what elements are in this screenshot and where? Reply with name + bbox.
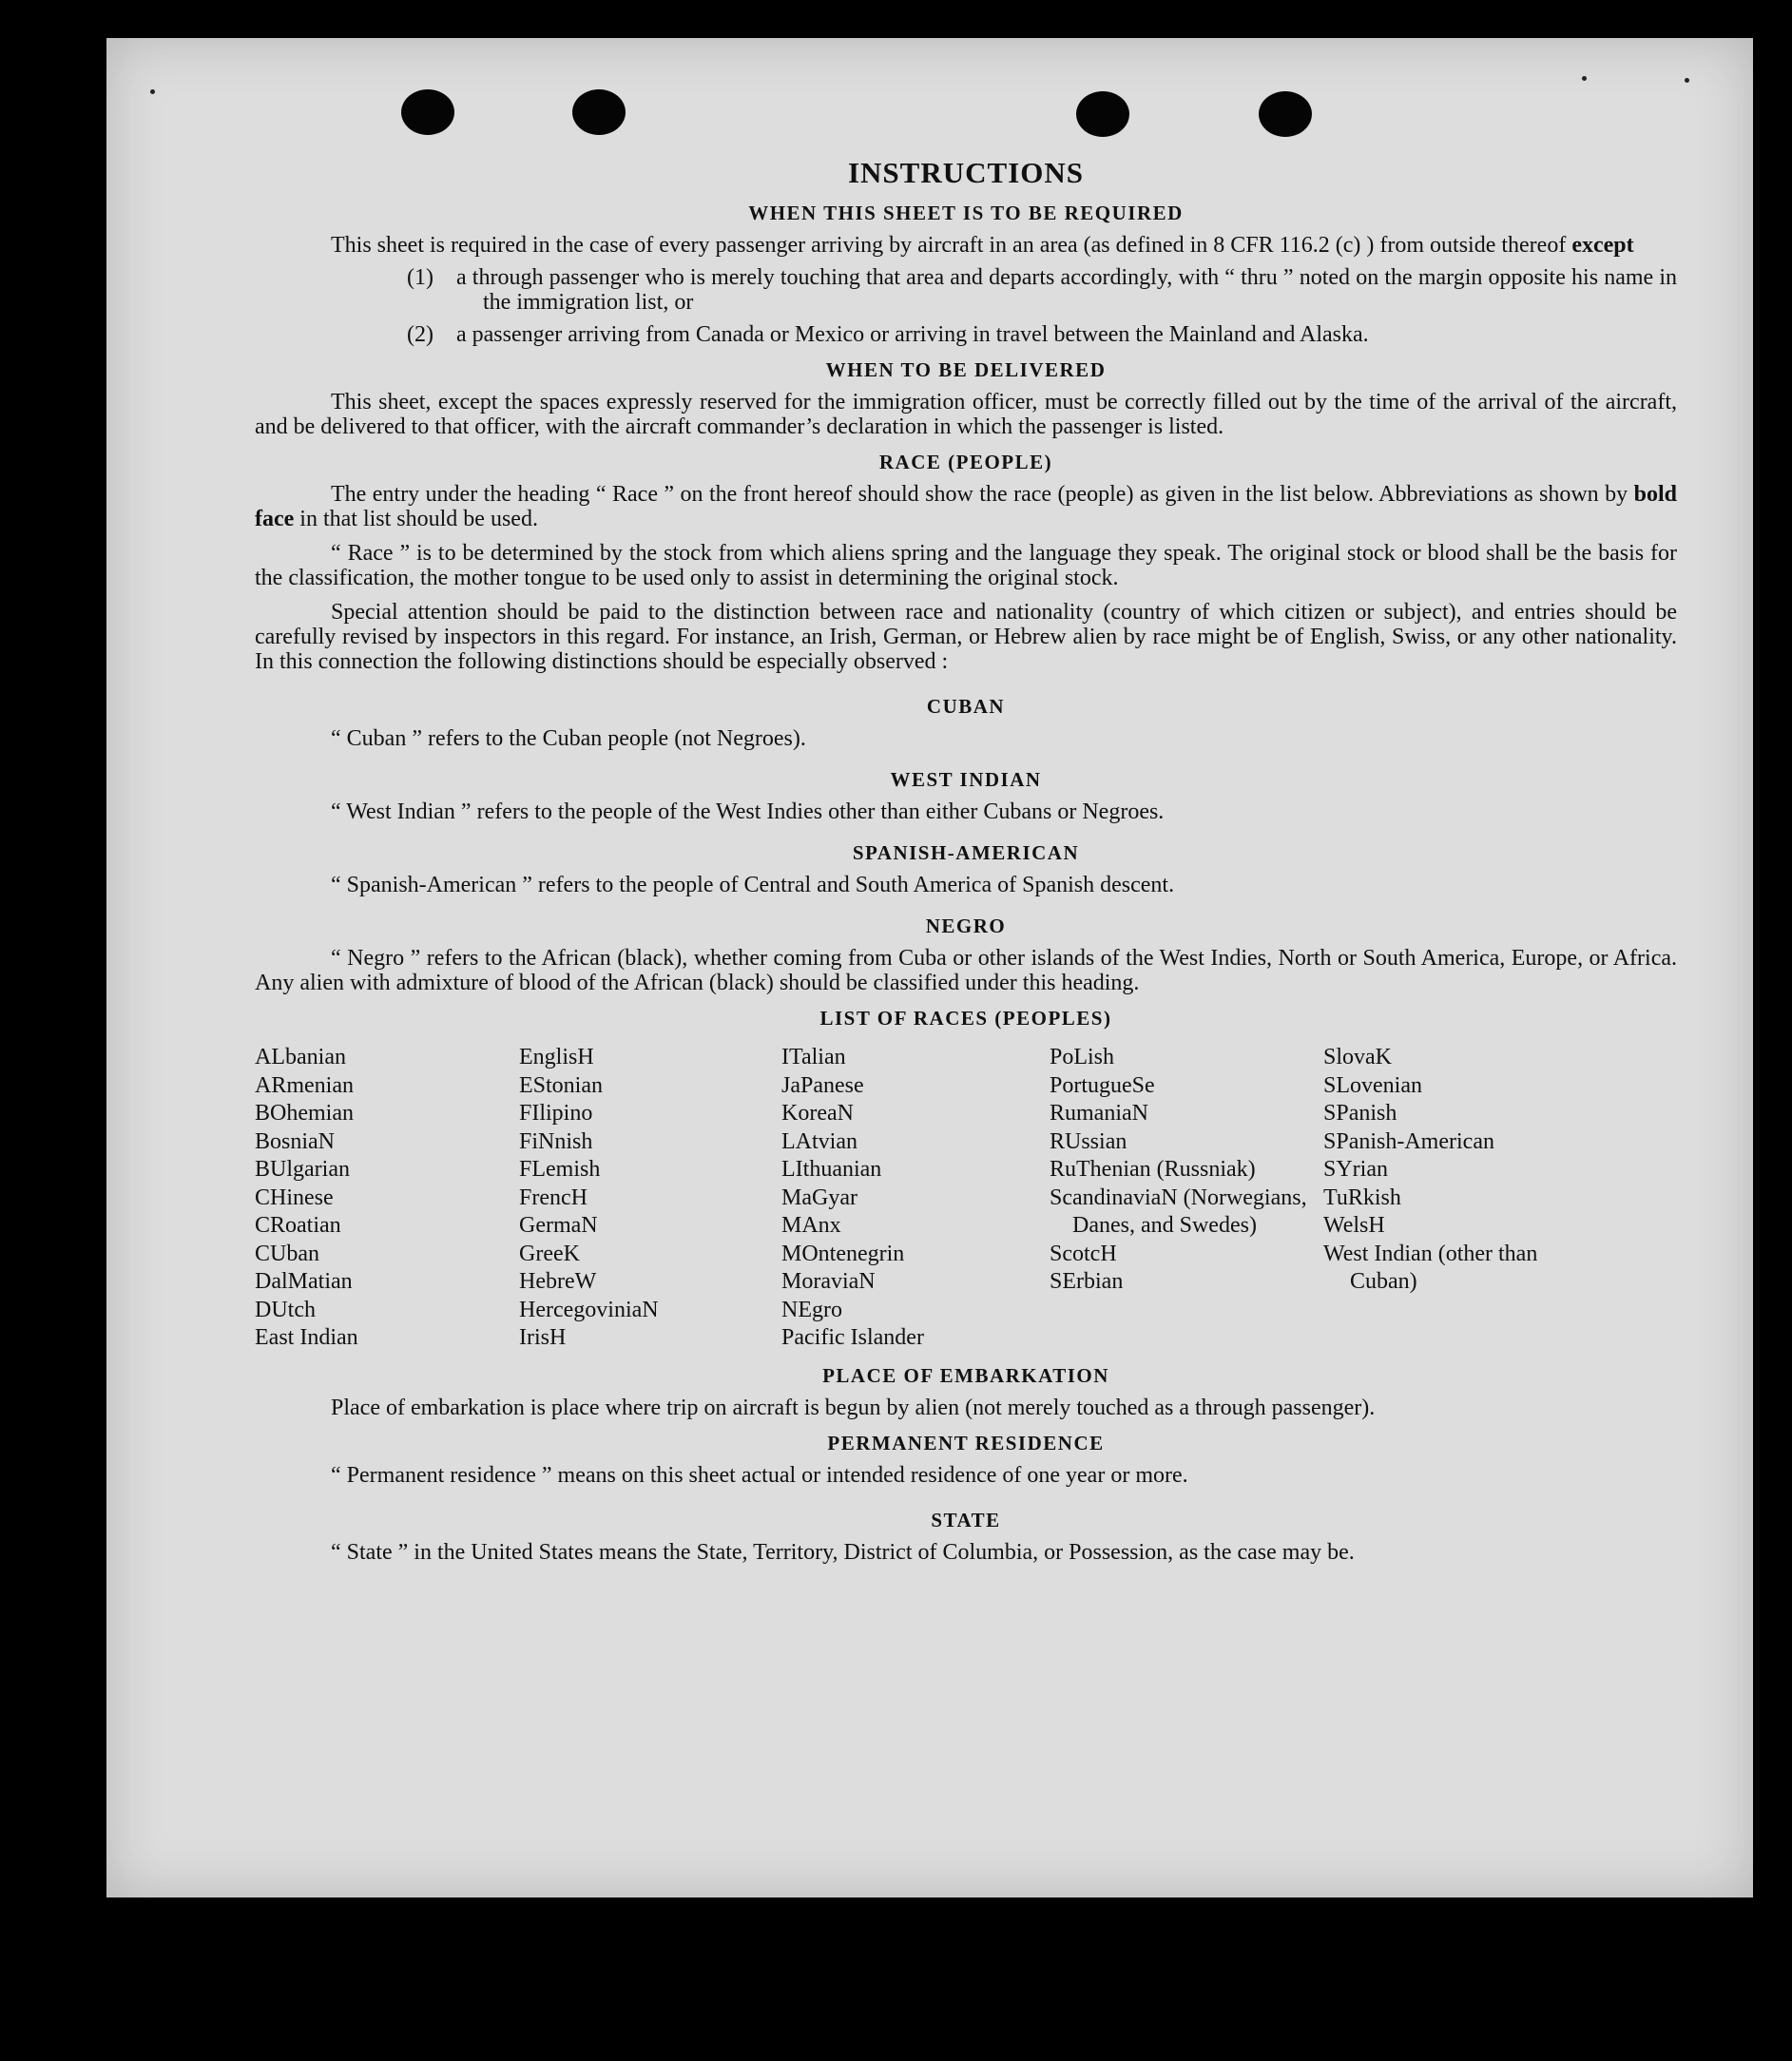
punch-hole [1076,91,1129,137]
race-entry: RuThenian (Russniak) [1050,1157,1256,1182]
race-entry: BosniaN [255,1128,335,1154]
paragraph: Special attention should be paid to the distinction between race and nationality (country of which citizen or subject), and entries should be carefully revised by inspectors in this regard. For instance, an Irish, German, or Hebrew alien by race might be of English, Swiss, or any other nationality. In this connection the following distinctions should be especially observed : [255,600,1677,674]
paragraph [255,482,1677,531]
race-column [781,1044,1050,1353]
paragraph: “ Negro ” refers to the African (black), whether coming from Cuba or other islands of the West Indies, North or South America, Europe, or Africa. Any alien with admixture of blood of the African (black) should be classified under this heading. [255,946,1677,995]
page-title: INSTRUCTIONS [847,156,1084,189]
list-item [255,322,1677,347]
race-entry: GermaN [519,1213,598,1238]
race-entry: West Indian (other than Cuban) [1323,1241,1538,1294]
race-entry: SlovaK [1323,1045,1392,1069]
race-entry: FrencH [519,1185,588,1210]
race-entry: CHinese [255,1185,334,1210]
race-entry: MoraviaN [781,1269,876,1294]
section-heading: SPANISH-AMERICAN [852,841,1080,864]
race-entry: FIlipino [519,1101,593,1126]
race-entry: HebreW [519,1269,597,1294]
race-entry: HercegoviniaN [519,1297,659,1322]
race-entry: SErbian [1050,1269,1124,1294]
race-entry: PoLish [1050,1045,1115,1069]
paragraph-text: The entry under the heading “ Race ” on the front hereof should show the race (people) as given in the list below. Abbreviations as shown by [331,482,1628,507]
race-list [255,1044,1677,1353]
item-text: a through passenger who is merely touching that area and departs accordingly, with “ thru ” noted on the margin opposite his name in the immigration list, or [456,265,1677,315]
item-text: a passenger arriving from Canada or Mexico or arriving in travel between the Mainland and Alaska. [456,322,1369,347]
race-entry: Pacific Islander [781,1325,924,1350]
section-heading: LIST OF RACES (PEOPLES) [819,1007,1112,1030]
race-entry: DalMatian [255,1269,353,1294]
race-entry: ScandinaviaN (Norwegians, Danes, and Swedes) [1050,1185,1307,1238]
section-heading: PLACE OF EMBARKATION [822,1363,1109,1387]
race-entry: CUban [255,1241,319,1266]
race-entry: East Indian [255,1325,358,1350]
race-entry: TuRkish [1323,1185,1401,1210]
paragraph [255,233,1677,258]
section-heading: RACE (PEOPLE) [878,451,1053,473]
paragraph-text: This sheet is required in the case of every passenger arriving by aircraft in an area (as defined in 8 CFR 116.2 (c) ) from outside thereof [331,233,1567,258]
race-entry: LAtvian [781,1128,857,1154]
race-entry: LIthuanian [781,1157,882,1182]
punch-hole [1259,91,1312,137]
race-entry: SLovenian [1323,1072,1422,1098]
document-sheet [106,38,1753,1897]
race-entry: RUssian [1050,1128,1127,1154]
race-entry: CRoatian [255,1213,341,1238]
definition-text: “ Spanish-American ” refers to the people of Central and South America of Spanish descent. [331,873,1175,897]
race-entry: SYrian [1323,1157,1388,1182]
race-entry: SPanish [1323,1101,1397,1126]
race-entry: MOntenegrin [781,1241,905,1266]
race-column [1050,1044,1323,1353]
race-column [255,1044,519,1353]
race-entry: BUlgarian [255,1157,350,1182]
race-entry: DUtch [255,1297,316,1322]
section-heading: WHEN TO BE DELIVERED [825,358,1107,381]
race-entry: JaPanese [781,1072,864,1098]
race-entry: ScotcH [1050,1241,1117,1266]
speck [150,89,155,94]
paragraph: “ Race ” is to be determined by the stock from which aliens spring and the language they speak. The original stock or blood shall be the basis for the classification, the mother tongue to be used only to assist in determining the original stock. [255,541,1677,590]
paragraph: This sheet, except the spaces expressly reserved for the immigration officer, must be correctly filled out by the time of the arrival of the aircraft, and be delivered to that officer, with the aircraft commander’s declaration in which the passenger is listed. [255,390,1677,439]
race-entry: PortugueSe [1050,1072,1155,1098]
instructions-content [255,156,1677,1565]
race-entry: EStonian [519,1072,603,1098]
section-heading: WHEN THIS SHEET IS TO BE REQUIRED [748,202,1184,224]
section-heading: CUBAN [926,695,1006,718]
section-heading: WEST INDIAN [890,768,1042,791]
race-entry: RumaniaN [1050,1101,1148,1126]
paragraph-text: in that list should be used. [299,507,538,531]
race-entry: MAnx [781,1213,841,1238]
definition-text: “ Permanent residence ” means on this sheet actual or intended residence of one year or more. [331,1462,1188,1488]
bold-text: bold face [255,482,1677,531]
paragraph: Place of embarkation is place where trip on aircraft is begun by alien (not merely touched as a through passenger). [331,1395,1376,1420]
list-item [255,265,1677,315]
race-entry: BOhemian [255,1101,354,1126]
definition-text: “ Cuban ” refers to the Cuban people (not Negroes). [331,726,806,751]
race-entry: FiNnish [519,1128,593,1154]
race-entry: ARmenian [255,1072,354,1098]
race-entry: WelsH [1323,1213,1385,1238]
speck [1685,78,1689,83]
definition-text: “ West Indian ” refers to the people of the West Indies other than either Cubans or Negroes. [331,799,1165,824]
race-entry: MaGyar [781,1185,857,1210]
section-heading: NEGRO [925,915,1007,937]
race-entry: NEgro [781,1297,842,1322]
section-heading: STATE [931,1508,1001,1531]
race-column [519,1044,781,1353]
section-heading: PERMANENT RESIDENCE [827,1431,1105,1454]
race-entry: KoreaN [781,1101,854,1126]
item-number: (2) [407,322,434,347]
race-entry: SPanish-American [1323,1128,1494,1154]
bold-text: except [1571,233,1634,258]
race-entry: IrisH [519,1325,567,1350]
speck [1582,76,1587,81]
race-entry: FLemish [519,1157,601,1182]
race-entry: GreeK [519,1241,580,1266]
punch-hole [401,89,454,135]
punch-hole [572,89,626,135]
race-column [1323,1044,1570,1353]
paragraph: “ State ” in the United States means the State, Territory, District of Columbia, or Possession, as the case may be. [331,1539,1355,1565]
race-entry: ITalian [781,1045,846,1069]
race-entry: EnglisH [519,1045,594,1069]
race-entry: ALbanian [255,1045,346,1069]
item-number: (1) [407,265,434,290]
